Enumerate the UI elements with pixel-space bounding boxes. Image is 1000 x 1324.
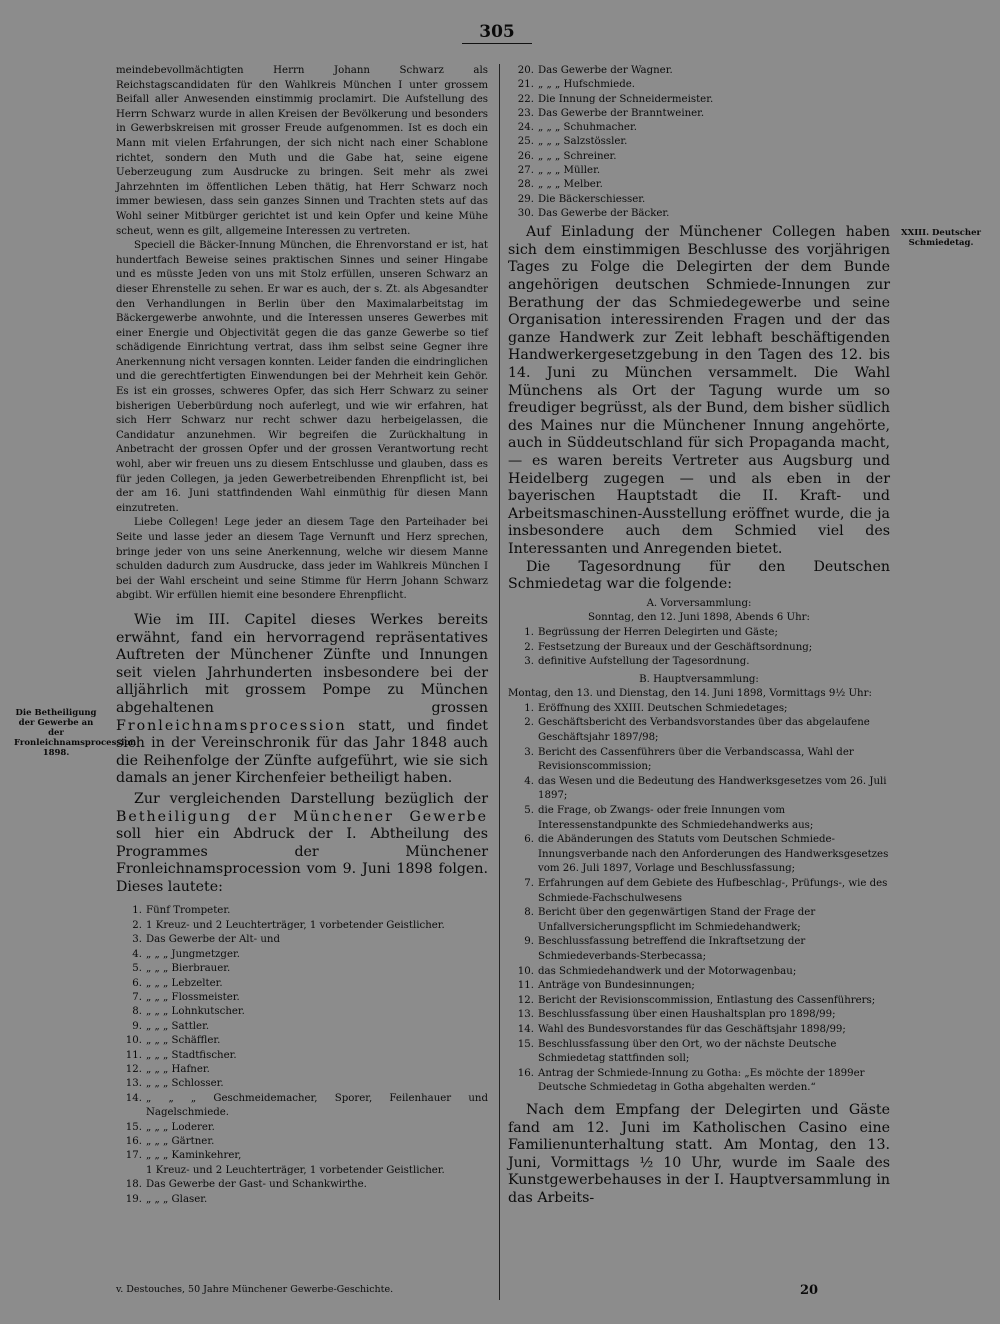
list-item-text: Festsetzung der Bureaux und der Geschäftsordnung; — [538, 641, 813, 653]
list-item — [508, 641, 890, 656]
list-item-number: 11. — [517, 980, 534, 992]
list-item-number: 10. — [517, 965, 534, 977]
list-item-text: Bericht des Cassenführers über die Verbandscassa, Wahl der Revisionscommission; — [538, 746, 854, 773]
list-item-number — [116, 1164, 146, 1178]
list-item — [508, 626, 890, 641]
list-item-number: 25. — [517, 136, 534, 148]
list-item-text: „ „ „ Melber. — [538, 179, 603, 191]
list-item-text: „ „ „ Gärtner. — [146, 1135, 215, 1147]
list-item-text: 1 Kreuz- und 2 Leuchterträger, 1 vorbetender Geistlicher. — [146, 1164, 445, 1176]
list-item-number: 12. — [125, 1063, 142, 1075]
section-heading: A. Vorversammlung: — [646, 597, 752, 609]
list-item-number: 2. — [132, 919, 142, 931]
list-item — [508, 746, 890, 775]
list-item — [508, 965, 890, 980]
list-item — [116, 1034, 488, 1048]
list-item-number: 3. — [524, 656, 534, 668]
section-heading: B. Hauptversammlung: — [639, 673, 759, 685]
list-item-text: „ „ „ Loderer. — [146, 1121, 215, 1133]
list-item-text: Das Gewerbe der Alt- und — [146, 934, 280, 946]
list-item — [508, 64, 890, 78]
list-item-text: Fünf Trompeter. — [146, 905, 231, 917]
list-item-number: 7. — [524, 878, 534, 890]
list-item-text: Beschlussfassung über den Ort, wo der nächste Deutsche Schmiedetag stattfinden soll; — [538, 1038, 837, 1065]
list-item-text: „ „ „ Bierbrauer. — [146, 963, 231, 975]
margin-note-schmiedetag: XXIII. Deutscher Schmiedetag. — [901, 228, 981, 248]
page-number: 305 — [479, 22, 515, 42]
list-item — [116, 1049, 488, 1063]
list-item-number: 11. — [125, 1049, 142, 1061]
list-item — [116, 1020, 488, 1034]
list-item — [116, 1149, 488, 1163]
list-item-number: 30. — [517, 207, 534, 219]
list-item — [116, 1164, 488, 1178]
list-item-number: 5. — [524, 805, 534, 817]
list-item — [508, 1008, 890, 1023]
list-item — [508, 1023, 890, 1038]
paragraph: Wie im III. Capitel dieses Werkes bereits erwähnt, fand ein hervorragend repräsentatives Auftreten der Münchener Zünfte und Innungen seit vielen Jahrhunderten insbesondere bei der alljährlich mit grossem Pompe zu München abgehaltenen grossen Fronleichnamsprocession statt, und findet sich in der Vereinschronik für das Jahr 1848 auch die Reihenfolge der Zünfte aufgeführt, wie sie sich damals an jener Kirchenfeier betheiligt haben. — [116, 611, 488, 787]
list-item-text: „ „ „ Schreiner. — [538, 150, 617, 162]
agenda-list-a — [508, 626, 890, 670]
list-item-number: 13. — [517, 1009, 534, 1021]
procession-list — [116, 904, 488, 1207]
list-item-text: 1 Kreuz- und 2 Leuchterträger, 1 vorbetender Geistlicher. — [146, 919, 445, 931]
list-item-text: Begrüssung der Herren Delegirten und Gäste; — [538, 626, 778, 638]
list-item — [508, 121, 890, 135]
paragraph: Liebe Collegen! Lege jeder an diesem Tage den Parteihader bei Seite und lasse jeder an diesem Tage Vernunft und Herz sprechen, bringe jeder von uns seine Anerkennung, welche wir diesem Manne schulden dadurch zum Ausdrucke, dass jeder im Wahlkreis München I bei der Wahl erscheint und seine Stimme für Herrn Johann Schwarz abgibt. Wir erfüllen hiemit eine besondere Ehrenpflicht. — [116, 517, 488, 602]
list-item-text: „ „ „ Hufschmiede. — [538, 79, 635, 91]
list-item — [116, 904, 488, 918]
right-column — [508, 64, 890, 1207]
list-item-text: die Frage, ob Zwangs- oder freie Innungen vom Interessenstandpunkte des Schmiedehandwerks aus; — [538, 805, 814, 831]
paragraph: meindebevollmächtigten Herrn Johann Schwarz als Reichstagscandidaten für den Wahlkreis München I unter grossem Beifall aller Anwesenden einstimmig proclamirt. Die Aufstellung des Herrn Schwarz wurde in allen Kreisen der Bevölkerung und besonders in Gewerbskreisen mit grosser Freude aufgenommen. Ist es doch ein Mann mit vielen Erfahrungen, der sich nicht nach einer Schablone richtet, sondern den Muth und die Gabe hat, seine eigene Ueberzeugung zum Ausdrucke zu bringen. Seit mehr als zwei Jahrzehnten im öffentlichen Leben thätig, hat Herr Schwarz noch immer bewiesen, dass sein ganzes Sinnen und Trachten stets auf das Wohl seiner Mitbürger gerichtet ist und kein Opfer und keine Mühe scheut, wenn es gilt, allgemeine Interessen zu vertreten. — [116, 65, 488, 237]
list-item — [508, 150, 890, 164]
list-item-text: Das Gewerbe der Wagner. — [538, 65, 673, 76]
margin-note-procession: Die Betheiligung der Gewerbe an der Fronleichnamsprocession 1898. — [14, 708, 137, 758]
list-item-number: 10. — [125, 1035, 142, 1047]
list-item-text: definitive Aufstellung der Tagesordnung. — [538, 656, 750, 668]
list-item-number: 1. — [524, 626, 534, 638]
list-item — [508, 1038, 890, 1067]
list-item-text: „ „ „ Müller. — [538, 165, 601, 177]
list-item-number: 8. — [524, 907, 534, 919]
list-item-text: Beschlussfassung betreffend die Inkraftsetzung der Schmiedeverbands-Sterbecassa; — [538, 936, 806, 962]
list-item-text: Erfahrungen auf dem Gebiete des Hufbeschlag-, Prüfungs-, wie des Schmiede-Fachschulwesens — [538, 878, 888, 904]
list-item-text: „ „ „ Kaminkehrer, — [146, 1150, 242, 1162]
list-item-text: Antrag der Schmiede-Innung zu Gotha: „Es möchte der 1899er Deutsche Schmiedetag in Gotha abgehalten werden.“ — [538, 1067, 865, 1094]
list-item-number: 16. — [125, 1135, 142, 1147]
list-item-number: 14. — [125, 1092, 142, 1104]
list-item-text: „ „ „ Jungmetzger. — [146, 948, 240, 960]
list-item-text: Wahl des Bundesvorstandes für das Geschäftsjahr 1898/99; — [538, 1023, 846, 1035]
list-item-number: 21. — [517, 79, 534, 91]
list-item-text: Das Gewerbe der Bäcker. — [538, 207, 670, 219]
list-item-text: das Wesen und die Bedeutung des Handwerksgesetzes vom 26. Juli 1897; — [538, 775, 887, 802]
list-item-text: Eröffnung des XXIII. Deutschen Schmiedetages; — [538, 702, 788, 714]
list-item-number: 22. — [517, 93, 534, 105]
list-item-text: Beschlussfassung über einen Haushaltsplan pro 1898/99; — [538, 1009, 836, 1021]
list-item-text: „ „ „ Stadtfischer. — [146, 1049, 237, 1061]
list-item-text: Bericht der Revisionscommission, Entlastung des Cassenführers; — [538, 994, 876, 1006]
list-item-text: „ „ „ Hafner. — [146, 1063, 210, 1075]
list-item-text: Die Bäckerschiesser. — [538, 193, 646, 205]
list-item-text: Die Innung der Schneidermeister. — [538, 93, 714, 105]
list-item-number: 4. — [524, 775, 534, 787]
list-item — [508, 994, 890, 1009]
list-item-text: das Schmiedehandwerk und der Motorwagenbau; — [538, 965, 797, 977]
list-item — [116, 1005, 488, 1019]
list-item-number: 27. — [517, 165, 534, 177]
list-item-number: 2. — [524, 641, 534, 653]
list-item — [508, 906, 890, 935]
list-item — [116, 919, 488, 933]
list-item-text: „ „ „ Schuhmacher. — [538, 122, 637, 134]
list-item-text: Bericht über den gegenwärtigen Stand der Frage der Unfallversicherungspflicht im Schmiedehandwerk; — [538, 907, 816, 933]
list-item-text: die Abänderungen des Statuts vom Deutschen Schmiede-Innungsverbande nach den Anforderungen des Handwerksgesetzes vom 26. Juli 1897, Vorlage und Beschlussfassung; — [538, 834, 889, 875]
list-item-number: 15. — [125, 1121, 142, 1133]
paragraph: Die Tagesordnung für den Deutschen Schmiedetag war die folgende: — [508, 558, 890, 593]
section-date: Sonntag, den 12. Juni 1898, Abends 6 Uhr: — [588, 612, 810, 624]
list-item-number: 12. — [517, 994, 534, 1006]
paragraph: Auf Einladung der Münchener Collegen haben sich dem einstimmigen Beschlusse des vorjährigen Tages zu Folge die Delegirten der dem Bunde angehörigen deutschen Schmiede-Innungen zur Berathung der das Schmiedegewerbe und seine Organisation interessirenden Fragen und der das ganze Handwerk zur Zeit lebhaft beschäftigenden Handwerkergesetzgebung in den Tagen des 12. bis 14. Juni zu München versammelt. Die Wahl Münchens als Ort der Tagung wurde um so freudiger begrüsst, als der Bund, dem bisher südlich des Maines nur die Münchener Innung angehörte, auch in Süddeutschland für sich Propaganda macht, — es waren bereits Vertreter aus Augsburg und Heidelberg zugegen — und als eben in der bayerischen Hauptstadt die II. Kraft- und Arbeitsmaschinen-Ausstellung eröffnet wurde, die ja insbesondere auch dem Schmied viel des Interessanten und Anregenden bietet. — [508, 224, 890, 557]
paragraph: Speciell die Bäcker-Innung München, die Ehrenvorstand er ist, hat hundertfach Beweise seines praktischen Sinnes und seiner Hingabe und es müsste Jeden von uns mit Stolz erfüllen, unseren Schwarz an dieser Ehrenstelle zu sehen. Er war es auch, der s. Zt. als Abgesandter den Verhandlungen in Berlin über den Maximalarbeitstag im Bäckergewerbe anwohnte, und die Interessen unseres Gewerbes mit einer Energie und Objectivität gegen die das ganze Gewerbe so tief schädigende Einrichtung vertrat, dass ihm selbst seine Gegner ihre Anerkennung nicht versagen konnten. Leider fanden die eindringlichen und die gerechtfertigten Einwendungen bei der Mehrheit kein Gehör. Es ist ein grosses, schweres Opfer, das sich Herr Schwarz zu seiner bisherigen Ueberbürdung noch auferlegt, und wie wir erfahren, hat sich Herr Schwarz nur recht schwer dazu herbeigelassen, die Candidatur anzunehmen. Wir begreifen die Zurückhaltung in Anbetracht der grossen Opfer und der grossen Verantwortung recht wohl, aber wir freuen uns zu diesem Entschlusse und glauben, dass es für jeden Collegen, ja jeden Gewerbetreibenden Ehrenpflicht ist, bei der am 16. Juni stattfindenden Wahl einmüthig für diesen Mann einzutreten. — [116, 240, 488, 514]
list-item — [116, 1092, 488, 1121]
list-item-text: Geschäftsbericht des Verbandsvorstandes über das abgelaufene Geschäftsjahr 1897/98; — [538, 717, 870, 744]
list-item — [508, 164, 890, 178]
paragraph: Zur vergleichenden Darstellung bezüglich der Betheiligung der Münchener Gewerbe soll hier ein Abdruck der I. Abtheilung des Programmes der Münchener Fronleichnamsprocession vom 9. Juni 1898 folgen. Dieses lautete: — [116, 790, 488, 895]
list-item — [116, 948, 488, 962]
list-item — [508, 702, 890, 717]
list-item-number: 19. — [125, 1193, 142, 1205]
list-item — [508, 107, 890, 121]
list-item-text: „ „ „ Schlosser. — [146, 1078, 224, 1090]
list-item-number: 15. — [517, 1038, 534, 1050]
list-item-number: 14. — [517, 1023, 534, 1035]
list-item — [508, 655, 890, 670]
list-item-number: 16. — [517, 1067, 534, 1079]
list-item-number: 20. — [517, 65, 534, 76]
agenda-list-b — [508, 702, 890, 1096]
list-item-number: 29. — [517, 193, 534, 205]
list-item — [508, 833, 890, 877]
list-item-number: 26. — [517, 150, 534, 162]
list-item — [116, 1193, 488, 1207]
list-item — [508, 1067, 890, 1096]
paragraph: Nach dem Empfang der Delegirten und Gäste fand am 12. Juni im Katholischen Casino eine Familienunterhaltung statt. Am Montag, den 13. Juni, Vormittags ½ 10 Uhr, wurde im Saale des Kunstgewerbehauses in der I. Hauptversammlung in das Arbeits- — [508, 1101, 890, 1206]
list-item — [116, 1063, 488, 1077]
list-item-text: „ „ „ Lebzelter. — [146, 977, 223, 989]
list-item — [116, 962, 488, 976]
procession-list-continued — [508, 64, 890, 221]
list-item — [508, 178, 890, 192]
list-item — [508, 93, 890, 107]
list-item — [508, 135, 890, 149]
list-item — [116, 1178, 488, 1192]
list-item-number: 13. — [125, 1078, 142, 1090]
list-item — [116, 933, 488, 947]
list-item-number: 4. — [132, 948, 142, 960]
list-item-number: 24. — [517, 122, 534, 134]
list-item-text: „ „ „ Geschmeidemacher, Sporer, Feilenhauer und Nagelschmiede. — [146, 1092, 488, 1119]
section-date: Montag, den 13. und Dienstag, den 14. Juni 1898, Vormittags 9½ Uhr: — [508, 688, 872, 700]
list-item-number: 17. — [125, 1150, 142, 1162]
list-item — [508, 78, 890, 92]
list-item-text: Das Gewerbe der Branntweiner. — [538, 107, 705, 119]
page-number-rule — [462, 43, 532, 44]
footer-source: v. Destouches, 50 Jahre Münchener Gewerbe-Geschichte. — [116, 1284, 394, 1295]
list-item-text: „ „ „ Lohnkutscher. — [146, 1006, 245, 1018]
list-item-number: 8. — [132, 1006, 142, 1018]
list-item — [508, 193, 890, 207]
list-item-number: 5. — [132, 963, 142, 975]
list-item-number: 6. — [132, 977, 142, 989]
list-item — [508, 775, 890, 804]
list-item-text: „ „ „ Sattler. — [146, 1020, 210, 1032]
footer-signature: 20 — [800, 1283, 819, 1298]
list-item-number: 23. — [517, 107, 534, 119]
list-item-number: 28. — [517, 179, 534, 191]
column-divider — [499, 64, 500, 1300]
list-item — [508, 935, 890, 964]
list-item — [116, 991, 488, 1005]
list-item-text: „ „ „ Glaser. — [146, 1193, 208, 1205]
list-item-number: 7. — [132, 991, 142, 1003]
list-item — [116, 1077, 488, 1091]
list-item — [508, 716, 890, 745]
list-item — [116, 1121, 488, 1135]
list-item — [508, 979, 890, 994]
list-item-number: 9. — [132, 1020, 142, 1032]
list-item-number: 2. — [524, 717, 534, 729]
list-item-text: Anträge von Bundesinnungen; — [538, 980, 695, 992]
list-item-number: 3. — [132, 934, 142, 946]
list-item — [508, 804, 890, 833]
list-item-text: „ „ „ Flossmeister. — [146, 991, 240, 1003]
list-item-number: 1. — [524, 702, 534, 714]
list-item-number: 6. — [524, 834, 534, 846]
list-item — [116, 1135, 488, 1149]
list-item-text: „ „ „ Salzstössler. — [538, 136, 628, 148]
list-item-number: 9. — [524, 936, 534, 948]
list-item-number: 18. — [125, 1179, 142, 1191]
list-item — [508, 877, 890, 906]
list-item-number: 1. — [132, 905, 142, 917]
list-item-text: „ „ „ Schäffler. — [146, 1035, 221, 1047]
list-item — [116, 977, 488, 991]
list-item-number: 3. — [524, 746, 534, 758]
list-item — [508, 207, 890, 221]
left-column — [116, 64, 488, 1207]
list-item-text: Das Gewerbe der Gast- und Schankwirthe. — [146, 1179, 367, 1191]
